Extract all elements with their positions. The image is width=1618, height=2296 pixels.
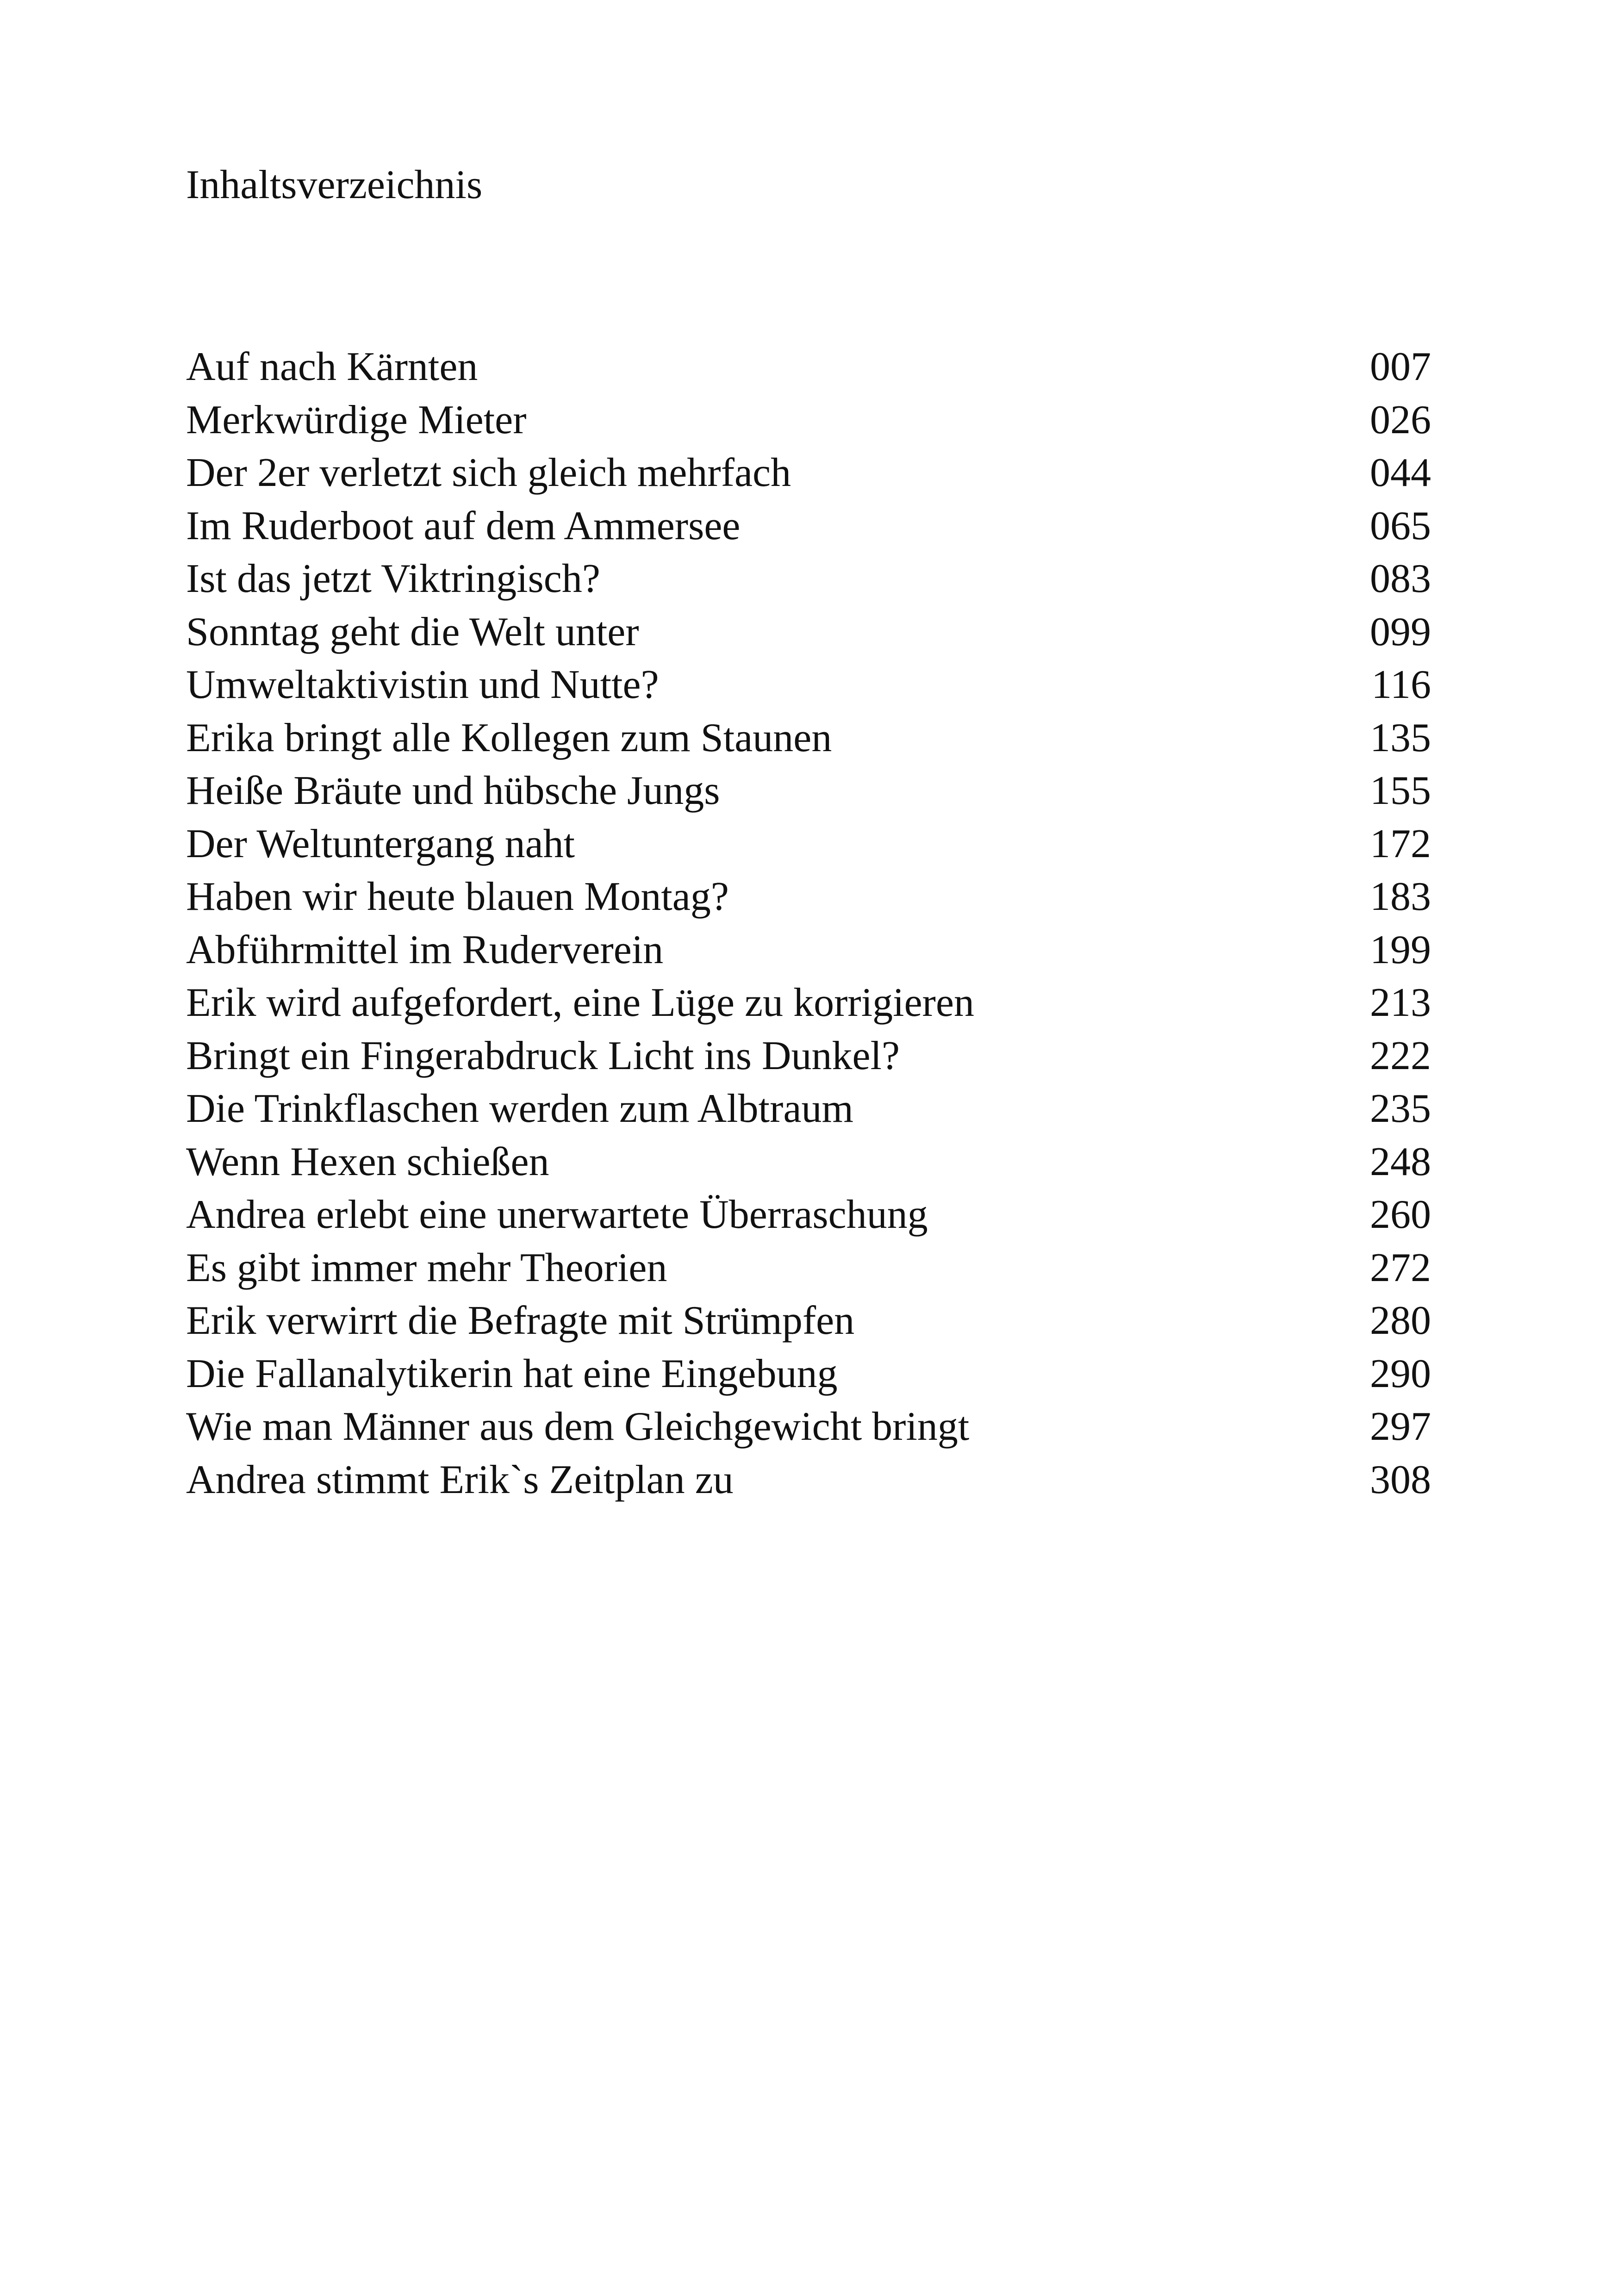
toc-entry — [186, 500, 1431, 553]
toc-entry-page: 044 — [1370, 450, 1431, 495]
toc-entry-title: Der 2er verletzt sich gleich mehrfach — [186, 450, 791, 495]
toc-entry-title: Bringt ein Fingerabdruck Licht ins Dunkel? — [186, 1033, 900, 1078]
toc-entry — [186, 765, 1431, 818]
toc-entry-page: 099 — [1370, 609, 1431, 654]
toc-entry — [186, 1242, 1431, 1295]
toc-entry-page: 290 — [1370, 1351, 1431, 1396]
toc-entry-page: 280 — [1370, 1298, 1431, 1343]
toc-entry — [186, 712, 1431, 765]
toc-entry — [186, 1348, 1431, 1401]
toc-entry-page: 172 — [1370, 821, 1431, 866]
toc-entry-title: Wie man Männer aus dem Gleichgewicht bringt — [186, 1404, 970, 1449]
toc-entry-page: 248 — [1370, 1139, 1431, 1184]
toc-entry-page: 297 — [1370, 1404, 1431, 1449]
toc-entry-title: Auf nach Kärnten — [186, 344, 478, 389]
toc-entry-title: Der Weltuntergang naht — [186, 821, 575, 866]
toc-entry — [186, 871, 1431, 924]
toc-entry-title: Erik verwirrt die Befragte mit Strümpfen — [186, 1298, 855, 1343]
toc-entry-page: 272 — [1370, 1245, 1431, 1290]
toc-entry-title: Haben wir heute blauen Montag? — [186, 874, 729, 919]
toc-entry-page: 183 — [1370, 874, 1431, 919]
toc-entry-page: 065 — [1370, 503, 1431, 548]
toc-entry-title: Ist das jetzt Viktringisch? — [186, 556, 600, 601]
toc-entry — [186, 659, 1431, 712]
toc-entry-title: Andrea erlebt eine unerwartete Überraschung — [186, 1192, 928, 1237]
toc-entry-page: 026 — [1370, 397, 1431, 442]
toc-entry-title: Die Trinkflaschen werden zum Albtraum — [186, 1086, 853, 1131]
toc-entry-page: 213 — [1370, 980, 1431, 1025]
toc-entry-page: 007 — [1370, 344, 1431, 389]
toc-entry — [186, 1188, 1431, 1242]
toc-entry — [186, 341, 1431, 394]
toc-entry-title: Abführmittel im Ruderverein — [186, 927, 664, 972]
toc-entry — [186, 553, 1431, 606]
toc-entry — [186, 1083, 1431, 1136]
toc-entry — [186, 977, 1431, 1030]
toc-entry-title: Wenn Hexen schießen — [186, 1139, 549, 1184]
toc-entry — [186, 394, 1431, 447]
toc-entry-page: 235 — [1370, 1086, 1431, 1131]
toc-entry — [186, 1400, 1431, 1454]
toc-entry-title: Sonntag geht die Welt unter — [186, 609, 639, 654]
toc-entry-page: 135 — [1370, 715, 1431, 760]
toc-list — [186, 341, 1431, 1506]
toc-entry-title: Erik wird aufgefordert, eine Lüge zu korrigieren — [186, 980, 975, 1025]
toc-entry-page: 222 — [1370, 1033, 1431, 1078]
toc-entry-title: Umweltaktivistin und Nutte? — [186, 662, 659, 707]
toc-entry-title: Merkwürdige Mieter — [186, 397, 527, 442]
toc-entry-page: 199 — [1370, 927, 1431, 972]
toc-entry — [186, 818, 1431, 871]
toc-entry-title: Die Fallanalytikerin hat eine Eingebung — [186, 1351, 838, 1396]
toc-entry — [186, 1454, 1431, 1507]
toc-entry — [186, 1136, 1431, 1189]
toc-entry-page: 155 — [1370, 768, 1431, 813]
toc-entry-title: Andrea stimmt Erik`s Zeitplan zu — [186, 1457, 734, 1502]
toc-entry — [186, 1030, 1431, 1083]
toc-entry-page: 083 — [1370, 556, 1431, 601]
toc-entry-page: 260 — [1370, 1192, 1431, 1237]
toc-entry — [186, 1294, 1431, 1348]
toc-entry-page: 116 — [1371, 662, 1431, 707]
toc-heading: Inhaltsverzeichnis — [186, 162, 483, 207]
toc-entry-page: 308 — [1370, 1457, 1431, 1502]
toc-entry-title: Es gibt immer mehr Theorien — [186, 1245, 667, 1290]
toc-entry-title: Heiße Bräute und hübsche Jungs — [186, 768, 720, 813]
toc-entry — [186, 606, 1431, 659]
toc-entry-title: Erika bringt alle Kollegen zum Staunen — [186, 715, 832, 760]
toc-entry — [186, 924, 1431, 977]
toc-entry — [186, 447, 1431, 500]
toc-entry-title: Im Ruderboot auf dem Ammersee — [186, 503, 741, 548]
